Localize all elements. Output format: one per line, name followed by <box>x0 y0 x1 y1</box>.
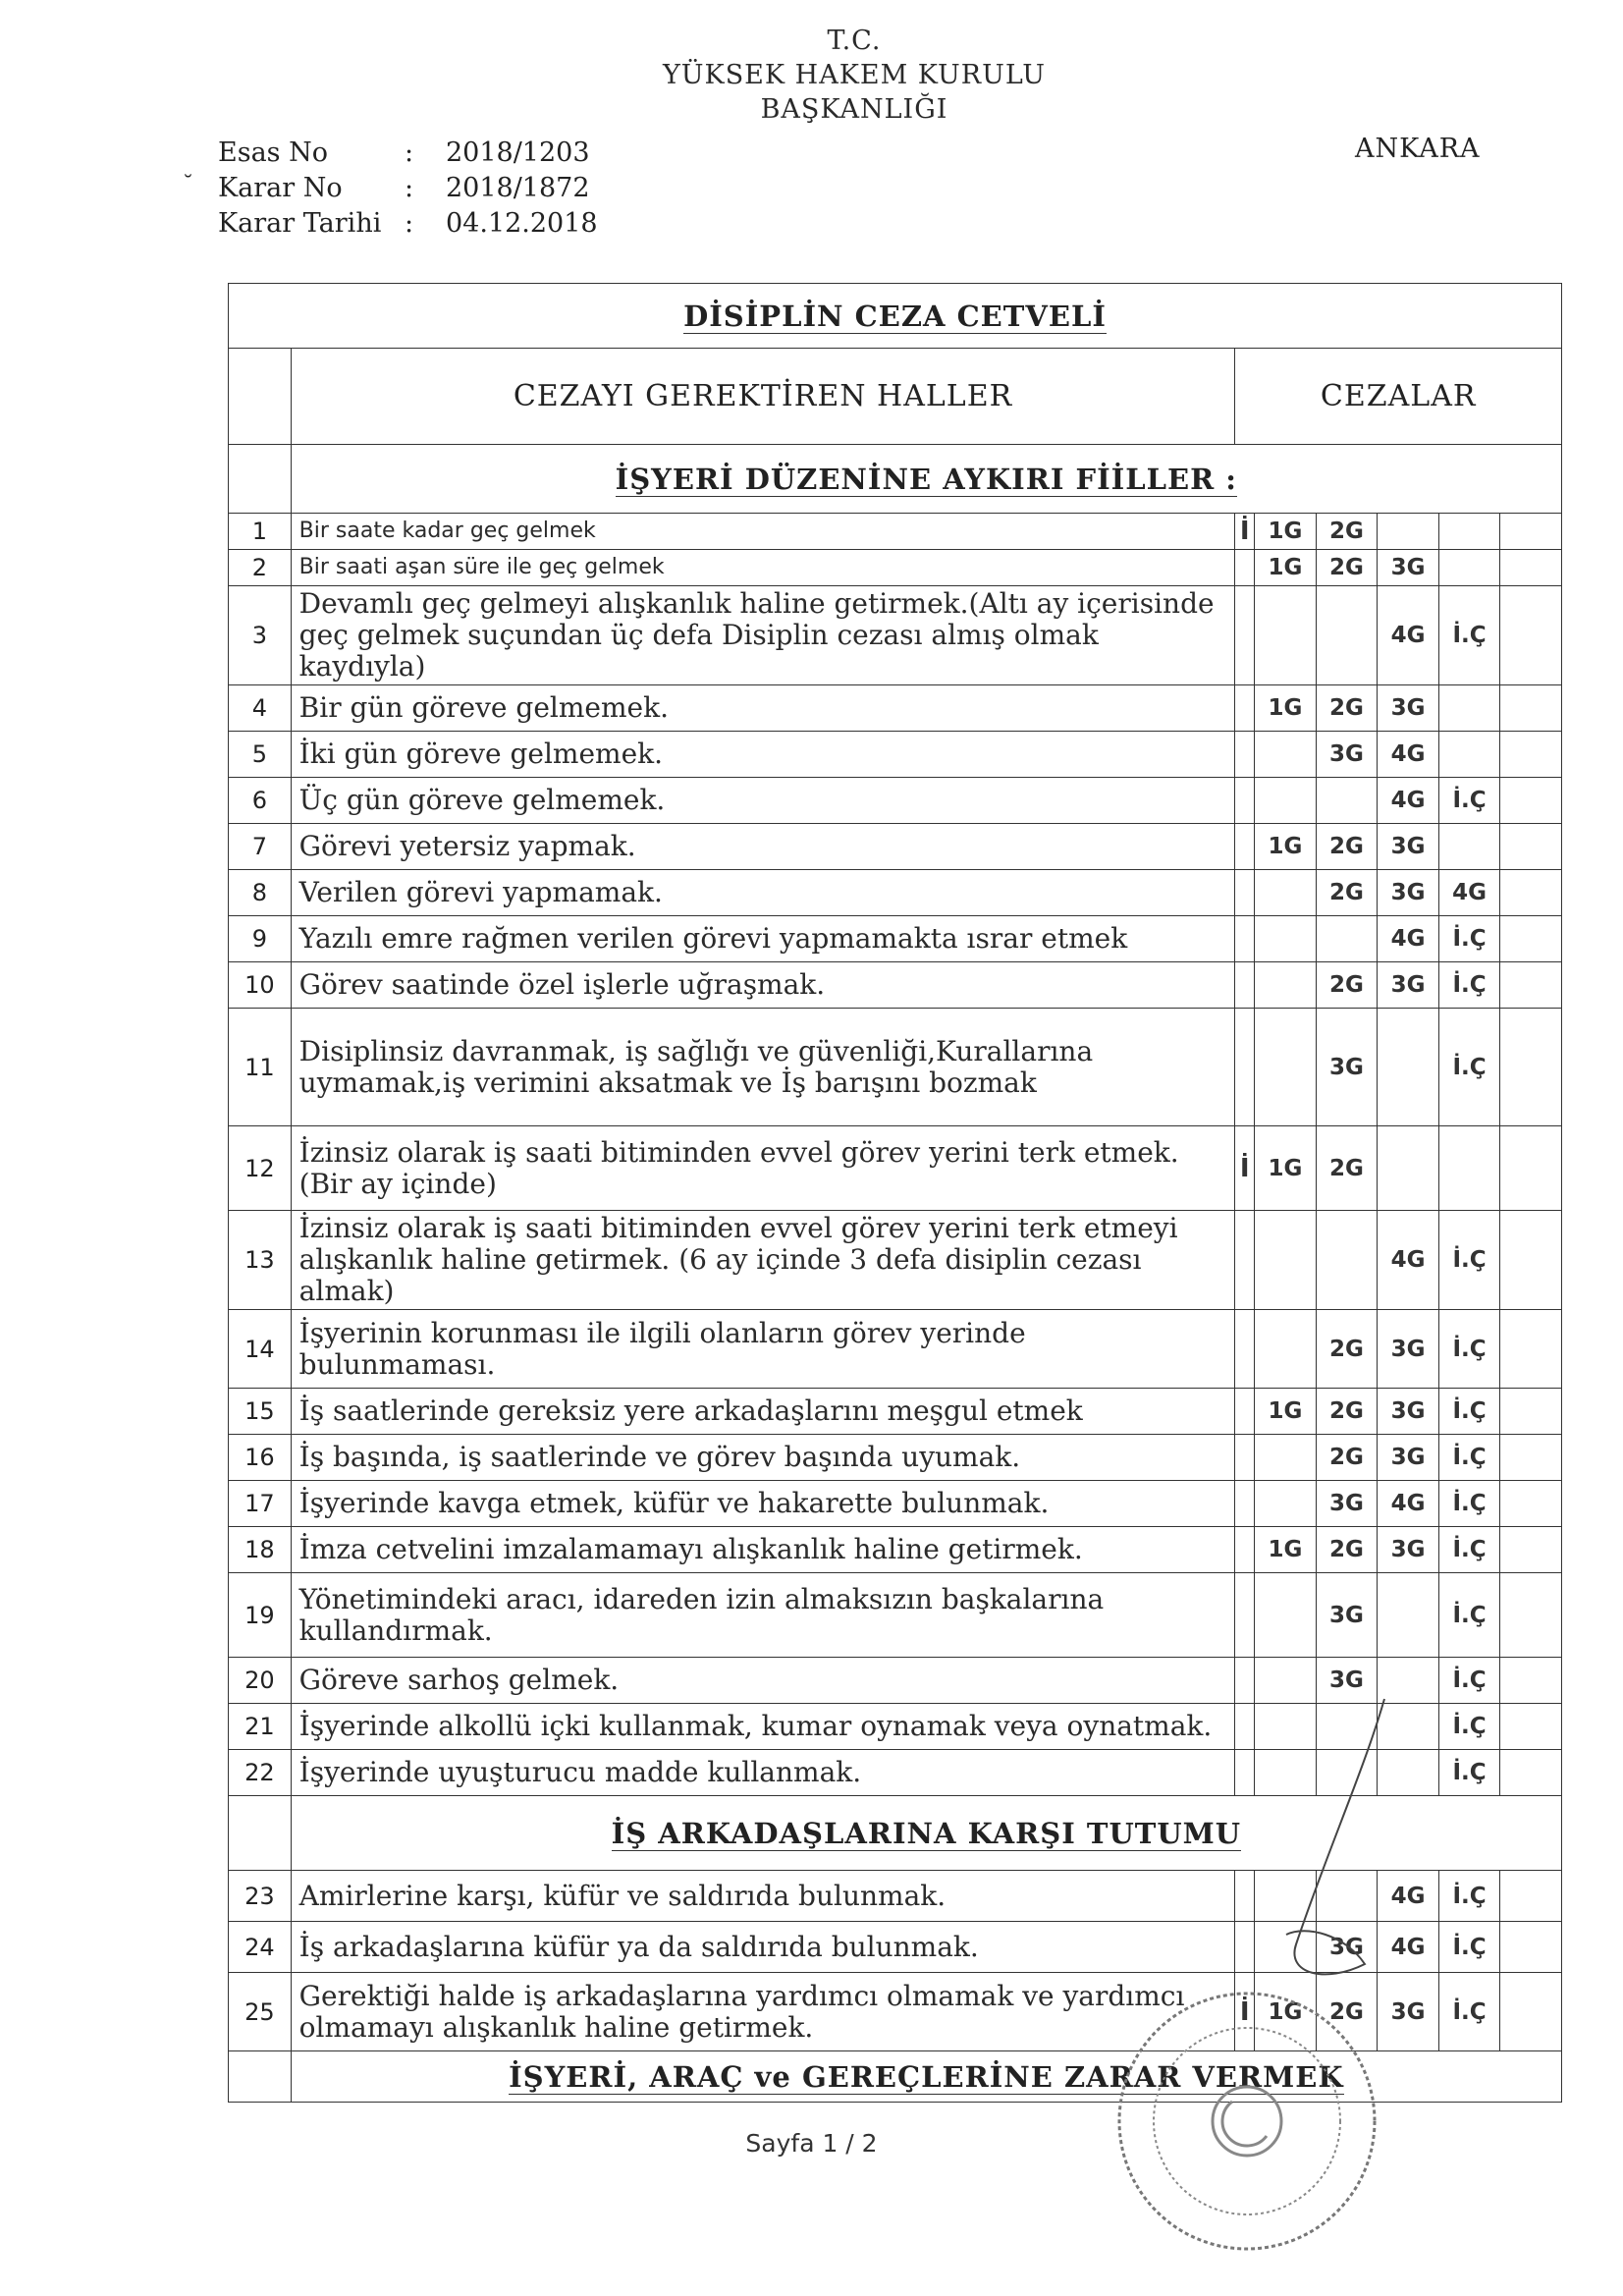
esas-separator: : <box>405 137 414 168</box>
penalty-cell-empty <box>1500 1126 1562 1211</box>
penalty-cell <box>1316 778 1378 824</box>
penalty-cell <box>1438 1126 1500 1211</box>
penalty-warning-cell <box>1235 1704 1255 1750</box>
penalty-cell: 3G <box>1378 1389 1439 1435</box>
penalty-cell: İ.Ç <box>1438 962 1500 1009</box>
row-description: Bir saate kadar geç gelmek <box>291 514 1235 550</box>
penalty-cell <box>1438 824 1500 870</box>
penalty-cell: 3G <box>1378 1973 1439 2051</box>
row-description: Üç gün göreve gelmemek. <box>291 778 1235 824</box>
row-number: 9 <box>229 916 292 962</box>
penalty-cell: 4G <box>1438 870 1500 916</box>
penalty-cell <box>1378 1009 1439 1126</box>
table-row <box>229 586 1562 685</box>
row-number: 12 <box>229 1126 292 1211</box>
penalty-cell <box>1378 514 1439 550</box>
table-row <box>229 870 1562 916</box>
table-row <box>229 1009 1562 1126</box>
section-heading-equipment-damage: İŞYERİ, ARAÇ ve GEREÇLERİNE ZARAR VERMEK <box>291 2051 1561 2103</box>
penalty-cell: 3G <box>1378 824 1439 870</box>
penalty-warning-cell: İ <box>1235 1126 1255 1211</box>
penalty-cell <box>1438 514 1500 550</box>
penalty-cell: İ.Ç <box>1438 1527 1500 1573</box>
table-row <box>229 685 1562 732</box>
row-description: Bir gün göreve gelmemek. <box>291 685 1235 732</box>
penalty-cell: 4G <box>1378 1871 1439 1922</box>
penalty-warning-cell <box>1235 916 1255 962</box>
table-row <box>229 550 1562 586</box>
penalty-cell: 4G <box>1378 1481 1439 1527</box>
penalty-warning-cell <box>1235 1871 1255 1922</box>
karar-tarihi-value: 04.12.2018 <box>446 208 598 239</box>
row-description: İş başında, iş saatlerinde ve görev başında uyumak. <box>291 1435 1235 1481</box>
penalty-cell <box>1316 586 1378 685</box>
table-row <box>229 732 1562 778</box>
row-description: Gerektiği halde iş arkadaşlarına yardımcı olmamak ve yardımcı olmamayı alışkanlık haline getirmek. <box>291 1973 1235 2051</box>
penalty-cell: 2G <box>1316 550 1378 586</box>
row-description: İzinsiz olarak iş saati bitiminden evvel görev yerini terk etmeyi alışkanlık haline getirmek. (6 ay içinde 3 defa disiplin cezası almak) <box>291 1211 1235 1310</box>
document-header <box>589 24 1119 127</box>
penalty-cell-empty <box>1500 870 1562 916</box>
penalty-cell: 4G <box>1378 1211 1439 1310</box>
row-number: 18 <box>229 1527 292 1573</box>
penalty-cell: 3G <box>1316 732 1378 778</box>
row-number: 3 <box>229 586 292 685</box>
row-number: 15 <box>229 1389 292 1435</box>
penalty-cell: 2G <box>1316 1310 1378 1389</box>
handwritten-signature <box>1267 1689 1404 2003</box>
penalty-cell-empty <box>1500 1211 1562 1310</box>
penalty-cell: 1G <box>1255 685 1317 732</box>
penalty-cell: 2G <box>1316 685 1378 732</box>
penalty-warning-cell <box>1235 824 1255 870</box>
row-number: 7 <box>229 824 292 870</box>
row-description: Devamlı geç gelmeyi alışkanlık haline getirmek.(Altı ay içerisinde geç gelmek suçundan üç defa Disiplin cezası almış olmak kaydıyla) <box>291 586 1235 685</box>
karar-tarihi-separator: : <box>405 208 414 239</box>
penalty-cell: İ.Ç <box>1438 1211 1500 1310</box>
penalty-cell: 2G <box>1316 1973 1378 2051</box>
penalty-cell-empty <box>1500 824 1562 870</box>
row-number: 21 <box>229 1704 292 1750</box>
penalty-cell-empty <box>1500 1435 1562 1481</box>
penalty-cell-empty <box>1500 1527 1562 1573</box>
section-number-cell <box>229 1796 292 1871</box>
section-heading-workplace-order: İŞYERİ DÜZENİNE AYKIRI FİİLLER : <box>291 445 1561 514</box>
karar-separator: : <box>405 173 414 203</box>
penalty-cell: 1G <box>1255 514 1317 550</box>
official-stamp <box>1100 1974 1394 2269</box>
karar-tarihi-label: Karar Tarihi <box>218 208 382 239</box>
penalty-cell: 1G <box>1255 550 1317 586</box>
penalty-cell: 1G <box>1255 1389 1317 1435</box>
table-row <box>229 778 1562 824</box>
penalty-cell <box>1255 586 1317 685</box>
penalty-cell <box>1255 1310 1317 1389</box>
case-metadata <box>218 136 598 242</box>
table-title: DİSİPLİN CEZA CETVELİ <box>229 284 1562 349</box>
penalty-cell: İ.Ç <box>1438 1922 1500 1973</box>
penalty-cell-empty <box>1500 1389 1562 1435</box>
row-description: Verilen görevi yapmamak. <box>291 870 1235 916</box>
penalty-cell: İ.Ç <box>1438 1704 1500 1750</box>
margin-tick-mark: ˘ <box>183 173 193 197</box>
penalty-cell: 1G <box>1255 1973 1317 2051</box>
row-description: İzinsiz olarak iş saati bitiminden evvel görev yerini terk etmek. (Bir ay içinde) <box>291 1126 1235 1211</box>
penalty-cell-empty <box>1500 586 1562 685</box>
row-description: İşyerinde kavga etmek, küfür ve hakarette bulunmak. <box>291 1481 1235 1527</box>
penalty-cell-empty <box>1500 1009 1562 1126</box>
penalty-cell <box>1255 778 1317 824</box>
penalty-warning-cell <box>1235 870 1255 916</box>
penalty-cell-empty <box>1500 1573 1562 1658</box>
penalty-cell <box>1316 1211 1378 1310</box>
penalty-warning-cell: İ <box>1235 1973 1255 2051</box>
penalty-cell: İ.Ç <box>1438 1573 1500 1658</box>
penalty-cell-empty <box>1500 1871 1562 1922</box>
penalty-cell: İ.Ç <box>1438 916 1500 962</box>
karar-value: 2018/1872 <box>446 173 590 203</box>
penalty-warning-cell <box>1235 732 1255 778</box>
karar-label: Karar No <box>218 173 343 203</box>
row-description: İş saatlerinde gereksiz yere arkadaşlarını meşgul etmek <box>291 1389 1235 1435</box>
penalty-cell: İ.Ç <box>1438 1871 1500 1922</box>
penalty-cell: İ.Ç <box>1438 1658 1500 1704</box>
penalty-cell: 4G <box>1378 586 1439 685</box>
city-name: ANKARA <box>1355 134 1481 164</box>
penalty-warning-cell <box>1235 685 1255 732</box>
penalty-cell: 1G <box>1255 824 1317 870</box>
page-number: Sayfa 1 / 2 <box>745 2129 878 2158</box>
section-heading-colleague-conduct: İŞ ARKADAŞLARINA KARŞI TUTUMU <box>291 1796 1561 1871</box>
row-description: İş arkadaşlarına küfür ya da saldırıda bulunmak. <box>291 1922 1235 1973</box>
penalty-warning-cell <box>1235 1750 1255 1796</box>
row-number: 2 <box>229 550 292 586</box>
row-description: Disiplinsiz davranmak, iş sağlığı ve güvenliği,Kurallarına uymamak,iş verimini aksatmak ve İş barışını bozmak <box>291 1009 1235 1126</box>
row-number: 6 <box>229 778 292 824</box>
penalty-warning-cell <box>1235 962 1255 1009</box>
penalty-cell <box>1255 962 1317 1009</box>
penalty-cell: 3G <box>1316 1481 1378 1527</box>
column-header-cases: CEZAYI GEREKTİREN HALLER <box>291 349 1235 445</box>
penalty-warning-cell <box>1235 1009 1255 1126</box>
penalty-cell: 4G <box>1378 778 1439 824</box>
penalty-cell <box>1255 1211 1317 1310</box>
row-description: Amirlerine karşı, küfür ve saldırıda bulunmak. <box>291 1871 1235 1922</box>
penalty-cell: 4G <box>1378 1922 1439 1973</box>
row-number: 20 <box>229 1658 292 1704</box>
penalty-warning-cell <box>1235 778 1255 824</box>
penalty-cell <box>1438 732 1500 778</box>
table-row <box>229 1310 1562 1389</box>
penalty-cell-empty <box>1500 1922 1562 1973</box>
table-row <box>229 1573 1562 1658</box>
row-number: 16 <box>229 1435 292 1481</box>
row-description: Görevi yetersiz yapmak. <box>291 824 1235 870</box>
row-description: İşyerinin korunması ile ilgili olanların görev yerinde bulunmaması. <box>291 1310 1235 1389</box>
penalty-cell: İ.Ç <box>1438 778 1500 824</box>
penalty-cell: 3G <box>1316 1922 1378 1973</box>
penalty-cell: 1G <box>1255 1527 1317 1573</box>
penalty-cell: İ.Ç <box>1438 1435 1500 1481</box>
penalty-cell-empty <box>1500 550 1562 586</box>
row-number: 24 <box>229 1922 292 1973</box>
penalty-warning-cell <box>1235 1481 1255 1527</box>
row-description: İki gün göreve gelmemek. <box>291 732 1235 778</box>
penalty-cell <box>1255 1435 1317 1481</box>
penalty-cell-empty <box>1500 1973 1562 2051</box>
table-row <box>229 1126 1562 1211</box>
penalty-cell <box>1438 550 1500 586</box>
row-description: Görev saatinde özel işlerle uğraşmak. <box>291 962 1235 1009</box>
penalty-cell: 3G <box>1378 962 1439 1009</box>
row-description: İmza cetvelini imzalamamayı alışkanlık haline getirmek. <box>291 1527 1235 1573</box>
penalty-cell <box>1255 1481 1317 1527</box>
table-row <box>229 1481 1562 1527</box>
row-description: Bir saati aşan süre ile geç gelmek <box>291 550 1235 586</box>
penalty-cell <box>1255 1573 1317 1658</box>
penalty-cell: 3G <box>1378 1310 1439 1389</box>
penalty-cell: 3G <box>1316 1573 1378 1658</box>
penalty-cell: 3G <box>1378 1435 1439 1481</box>
row-number: 22 <box>229 1750 292 1796</box>
row-number: 11 <box>229 1009 292 1126</box>
penalty-cell-empty <box>1500 916 1562 962</box>
table-row <box>229 514 1562 550</box>
penalty-cell <box>1255 1009 1317 1126</box>
penalty-cell-empty <box>1500 514 1562 550</box>
row-number: 23 <box>229 1871 292 1922</box>
penalty-cell: 2G <box>1316 1527 1378 1573</box>
table-row <box>229 916 1562 962</box>
penalty-cell <box>1316 916 1378 962</box>
penalty-cell: İ.Ç <box>1438 1481 1500 1527</box>
penalty-cell <box>1378 1126 1439 1211</box>
penalty-cell: İ.Ç <box>1438 1389 1500 1435</box>
table-row <box>229 1211 1562 1310</box>
penalty-cell-empty <box>1500 732 1562 778</box>
penalty-cell: 4G <box>1378 916 1439 962</box>
penalty-cell: İ.Ç <box>1438 586 1500 685</box>
row-description: Yazılı emre rağmen verilen görevi yapmamakta ısrar etmek <box>291 916 1235 962</box>
penalty-cell: 2G <box>1316 962 1378 1009</box>
esas-value: 2018/1203 <box>446 137 590 168</box>
row-number: 10 <box>229 962 292 1009</box>
table-row <box>229 962 1562 1009</box>
penalty-cell: 4G <box>1378 732 1439 778</box>
penalty-cell-empty <box>1500 778 1562 824</box>
penalty-warning-cell <box>1235 1389 1255 1435</box>
penalty-cell: 2G <box>1316 1126 1378 1211</box>
penalty-cell: 2G <box>1316 514 1378 550</box>
row-number: 5 <box>229 732 292 778</box>
row-description: Göreve sarhoş gelmek. <box>291 1658 1235 1704</box>
penalty-cell-empty <box>1500 1658 1562 1704</box>
penalty-warning-cell <box>1235 1922 1255 1973</box>
penalty-cell: İ.Ç <box>1438 1310 1500 1389</box>
row-number: 1 <box>229 514 292 550</box>
row-number: 13 <box>229 1211 292 1310</box>
penalty-cell-empty <box>1500 962 1562 1009</box>
row-description: İşyerinde uyuşturucu madde kullanmak. <box>291 1750 1235 1796</box>
penalty-cell-empty <box>1500 1750 1562 1796</box>
header-number-cell <box>229 349 292 445</box>
penalty-cell: İ.Ç <box>1438 1750 1500 1796</box>
penalty-warning-cell: İ <box>1235 514 1255 550</box>
penalty-cell-empty <box>1500 685 1562 732</box>
header-line-institution: YÜKSEK HAKEM KURULU <box>662 60 1047 90</box>
row-number: 8 <box>229 870 292 916</box>
row-number: 14 <box>229 1310 292 1389</box>
header-line-office: BAŞKANLIĞI <box>760 94 948 125</box>
penalty-warning-cell <box>1235 1310 1255 1389</box>
penalty-cell-empty <box>1500 1310 1562 1389</box>
penalty-cell: 2G <box>1316 1435 1378 1481</box>
table-row <box>229 1527 1562 1573</box>
penalty-cell <box>1378 1573 1439 1658</box>
penalty-cell <box>1255 732 1317 778</box>
row-number: 4 <box>229 685 292 732</box>
penalty-cell-empty <box>1500 1704 1562 1750</box>
row-description: Yönetimindeki aracı, idareden izin almaksızın başkalarına kullandırmak. <box>291 1573 1235 1658</box>
penalty-warning-cell <box>1235 1573 1255 1658</box>
column-header-penalties: CEZALAR <box>1235 349 1562 445</box>
penalty-cell: 3G <box>1378 550 1439 586</box>
penalty-cell: 3G <box>1316 1009 1378 1126</box>
table-row <box>229 824 1562 870</box>
table-row <box>229 1435 1562 1481</box>
penalty-cell <box>1438 685 1500 732</box>
section-number-cell <box>229 2051 292 2103</box>
row-description: İşyerinde alkollü içki kullanmak, kumar oynamak veya oynatmak. <box>291 1704 1235 1750</box>
section-number-cell <box>229 445 292 514</box>
penalty-cell: 3G <box>1378 685 1439 732</box>
penalty-cell-empty <box>1500 1481 1562 1527</box>
penalty-cell: 3G <box>1316 1658 1378 1704</box>
row-number: 17 <box>229 1481 292 1527</box>
penalty-warning-cell <box>1235 550 1255 586</box>
penalty-cell: İ.Ç <box>1438 1973 1500 2051</box>
esas-label: Esas No <box>218 137 328 168</box>
penalty-cell: 2G <box>1316 824 1378 870</box>
penalty-warning-cell <box>1235 586 1255 685</box>
penalty-warning-cell <box>1235 1527 1255 1573</box>
penalty-warning-cell <box>1235 1658 1255 1704</box>
table-row <box>229 1389 1562 1435</box>
penalty-cell: 1G <box>1255 1126 1317 1211</box>
penalty-warning-cell <box>1235 1435 1255 1481</box>
header-line-tc: T.C. <box>827 26 882 56</box>
penalty-warning-cell <box>1235 1211 1255 1310</box>
penalty-cell: 2G <box>1316 1389 1378 1435</box>
row-number: 25 <box>229 1973 292 2051</box>
row-number: 19 <box>229 1573 292 1658</box>
penalty-cell: 3G <box>1378 1527 1439 1573</box>
penalty-cell: 2G <box>1316 870 1378 916</box>
penalty-cell: 3G <box>1378 870 1439 916</box>
penalty-cell <box>1255 870 1317 916</box>
penalty-cell: İ.Ç <box>1438 1009 1500 1126</box>
penalty-cell <box>1255 916 1317 962</box>
